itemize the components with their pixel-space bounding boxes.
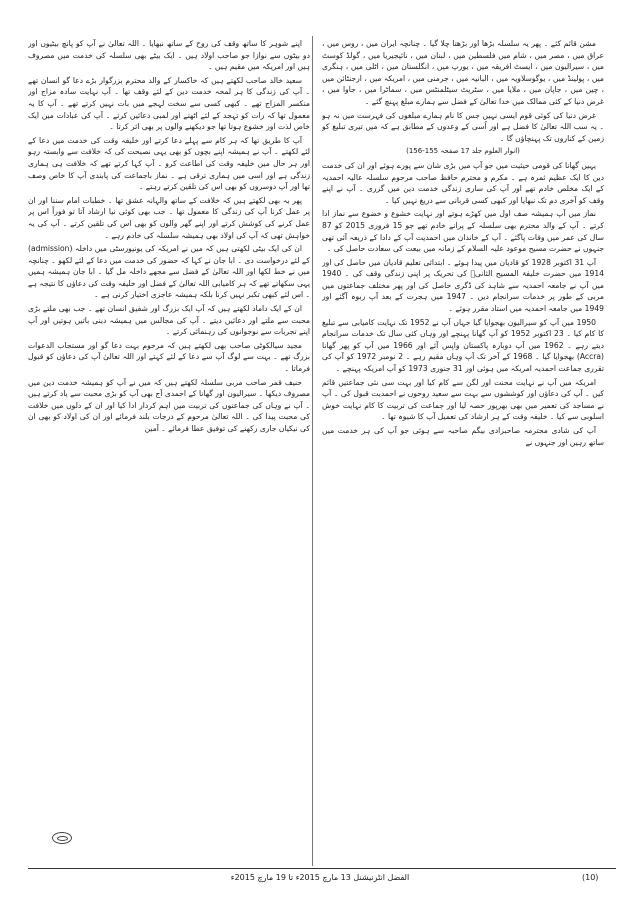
article-end-ornament-icon xyxy=(52,832,72,844)
paragraph: غرض دنیا کی کوئی قوم ایسی نہیں جس کا نام ہمارے مبلغوں کی فہرست میں نہ ہو ۔ یہ سب اللہ تعالیٰ کا فضل ہے اور اُسی کے وعدوں کے مطابق ہے کہ میں تیری تبلیغ کو زمین کے کناروں تک پہنچاؤں گا ۔ xyxy=(322,110,604,143)
paragraph: آپ کی شادی محترمہ صاحبزادی بیگم صاحبہ سے ہوئی جو آپ کی ہر خدمت میں ساتھ رہیں اور جنہوں نے xyxy=(322,426,604,447)
column-divider xyxy=(312,36,313,866)
paragraph: 1950 میں آپ کو سیرالیون بھجوایا گیا جہاں آپ نے 1952 تک نہایت کامیابی سے تبلیغ کا کام کیا ۔ 23 اکتوبر 1952 کو آپ گھانا پہنچے اور وہاں کئی سال تک خدمات سرانجام دیتے رہے ۔ 1962 میں آپ دوبارہ پاکستان واپس آئے اور 1966 میں آپ کو پھر گھانا (Accra) بھجوایا گیا ۔ 1968 کے آخر تک آپ وہاں مقیم رہے ۔ 2 نومبر 1972 کو آپ کی تقرری جماعت احمدیہ امریکہ میں ہوئی اور 31 جنوری 1973 کو آپ امریکہ پہنچے ۔ xyxy=(322,317,604,374)
paragraph: یہیں گھانا کی قومی حیثیت میں جو آپ میں بڑی شان سے پورے ہوئے اور ان کی خدمت دین کا ایک عظیم ثمرہ ہے ۔ مکرم و محترم حافظ صاحب مرحوم سلسلہ عالیہ احمدیہ کے ایک مخلص خادم تھے اور آپ کی ساری زندگی خدمت دین میں گزری ۔ آپ نے اپنے وقف کو آخری دم تک نبھایا اور کبھی کسی قربانی سے دریغ نہیں کیا ۔ xyxy=(322,160,604,205)
paragraph: حنیف قمر صاحب مربی سلسلہ لکھتے ہیں کہ میں نے آپ کو ہمیشہ خدمت دین میں مصروف دیکھا ۔ سیرالیون اور گھانا کے احمدی آج بھی آپ کو بڑی محبت سے یاد کرتے ہیں ۔ آپ نے وہاں کی جماعتوں کی تربیت میں اہم کردار ادا کیا اور ان کے دلوں میں خلافت کی محبت پیدا کی ۔ اللہ تعالیٰ مرحوم کے درجات بلند فرمائے اور ان کی اولاد کو بھی ان کی نیکیاں جاری رکھنے کی توفیق عطا فرمائے ۔ آمین xyxy=(28,377,310,433)
paragraph: نماز میں آپ ہمیشہ صف اول میں کھڑے ہوتے اور نہایت خشوع و خضوع سے نماز ادا کرتے ۔ آپ کے والد محترم بھی سلسلہ کے پرانے خادم تھے جو 15 فروری 2015 کو 87 سال کی عمر میں وفات پاگئے ۔ آپ کے خاندان میں احمدیت آپ کے دادا کے ذریعہ آئی تھی جنہوں نے حضرت مسیح موعود علیہ السلام کے زمانہ میں بیعت کی سعادت حاصل کی ۔ xyxy=(322,209,604,254)
paragraph: آپ کا طریق تھا کہ ہر کام سے پہلے دعا کرتے اور خلیفہ وقت کی خدمت میں دعا کے لئے لکھتے ۔ آپ نے ہمیشہ اپنے بچوں کو بھی یہی نصیحت کی کہ خلافت سے وابستہ رہو اور ہر حال میں خلیفہ وقت کی اطاعت کرو ۔ آپ کہا کرتے تھے کہ خلافت ہی ہماری زندگی ہے اور اسی میں ہماری ترقی ہے ۔ نماز باجماعت کی پابندی آپ کا خاص وصف تھا اور آپ دوسروں کو بھی اس کی تلقین کرتے رہتے ۔ xyxy=(28,135,310,192)
paragraph: ان کے ایک داماد لکھتے ہیں کہ آپ ایک بزرگ اور شفیق انسان تھے ۔ جب بھی ملتے بڑی محبت سے ملتے اور دعائیں دیتے ۔ آپ کی مجالس میں ہمیشہ دینی باتیں ہوتیں اور آپ اپنے تجربات سے نوجوانوں کی رہنمائی کرتے ۔ xyxy=(28,304,310,337)
footer-publication-title: الفضل انٹرنیشنل 13 مارچ 2015ء تا 19 مارچ 2015ء xyxy=(230,873,410,882)
paragraph: آپ 31 اکتوبر 1928 کو قادیان میں پیدا ہوئے ۔ ابتدائی تعلیم قادیان میں حاصل کی اور 1914 میں حضرت خلیفۃ المسیح الثانیؓ کی تحریک پر اپنی زندگی وقف کی ۔ 1940 میں آپ نے جامعہ احمدیہ سے شاہد کی ڈگری حاصل کی اور پھر مختلف جماعتوں میں مربی کے طور پر خدمات سرانجام دیں ۔ 1947 میں ہجرت کے بعد آپ ربوہ آگئے اور 1949 میں جامعہ احمدیہ میں استاد مقرر ہوئے ۔ xyxy=(322,257,604,314)
left-text-column xyxy=(28,38,310,863)
paragraph: امریکہ میں آپ نے نہایت محنت اور لگن سے کام کیا اور بہت سی نئی جماعتیں قائم کیں ۔ آپ کی دعاؤں اور کوششوں سے بہت سے سعید روحوں نے احمدیت قبول کی ۔ آپ نے مساجد کی تعمیر میں بھی بھرپور حصہ لیا اور جماعت کی تربیت کا کام نہایت خوش اسلوبی سے کیا ۔ خلیفہ وقت کے ہر ارشاد کی تعمیل آپ کا شیوہ تھا ۔ xyxy=(322,377,604,422)
paragraph: ان کی ایک بیٹی لکھتی ہیں کہ میں نے امریکہ کی یونیورسٹی میں داخلہ (admission) کے لئے درخواست دی ۔ ابا جان نے کہا کہ حضور کی خدمت میں دعا کے لئے لکھو ۔ چنانچہ میں نے خط لکھا اور اللہ تعالیٰ کے فضل سے مجھے داخلہ مل گیا ۔ ابا جان ہمیشہ ہمیں یہی سکھاتے تھے کہ ہر کامیابی اللہ تعالیٰ کے فضل اور خلیفہ وقت کی دعاؤں کا نتیجہ ہے ۔ اس لئے کبھی تکبر نہیں کرنا بلکہ ہمیشہ عاجزی اختیار کرنی ہے ۔ xyxy=(28,244,310,300)
right-text-column xyxy=(322,38,604,863)
paragraph: پھر یہ بھی لکھتے ہیں کہ خلافت کے ساتھ والہانہ عشق تھا ۔ خطبات امام سننا اور ان پر عمل کرنا آپ کی زندگی کا معمول تھا ۔ جب بھی کوئی نیا ارشاد آتا تو فوراً اس پر عمل کرنے کی کوشش کرتے اور اپنے گھر والوں کو بھی اس کی تلقین کرتے ۔ آپ کی یہ خواہش تھی کہ آپ کی اولاد بھی ہمیشہ سلسلہ کی خادم رہے ۔ xyxy=(28,195,310,240)
paragraph: اپنے شوہر کا ساتھ وقف کی روح کے ساتھ نبھایا ۔ اللہ تعالیٰ نے آپ کو پانچ بیٹیوں اور دو بیٹوں سے نوازا جو صاحب اولاد ہیں ۔ ایک بیٹے بھی سلسلہ کی خدمت میں مصروف ہیں اور امریکہ میں مقیم ہیں ۔ xyxy=(28,39,310,72)
footer-rule xyxy=(28,868,616,869)
reference-citation: (انوار العلوم جلد 17 صفحہ 155-156) xyxy=(406,147,520,156)
paragraph: مجید سیالکوٹی صاحب بھی لکھتے ہیں کہ مرحوم بہت دعا گو اور مستجاب الدعوات بزرگ تھے ۔ بہت سے لوگ آپ سے دعا کے لئے کہتے اور اللہ تعالیٰ آپ کی دعاؤں کو قبول فرماتا ۔ xyxy=(28,340,310,374)
paragraph: سعید خالد صاحب لکھتے ہیں کہ خاکسار کے والد محترم بزرگوار بڑے دعا گو انسان تھے ۔ آپ کی زندگی کا ہر لمحہ خدمت دین کے لئے وقف تھا ۔ آپ نہایت سادہ مزاج اور منکسر المزاج تھے ۔ کبھی کسی سے سخت لہجے میں بات نہیں کرتے تھے ۔ آپ کا یہ معمول تھا کہ رات کو تہجد کے لئے اٹھتے اور لمبی دعائیں کرتے ۔ آپ کی عبادات میں ایک خاص لذت اور خشوع ہوتا تھا جو دیکھنے والوں پر بھی اثر کرتا ۔ xyxy=(28,75,310,132)
paragraph: مشن قائم کئے ۔ پھر یہ سلسلہ بڑھا اور بڑھتا چلا گیا ۔ چنانچہ ایران میں ، روس میں ، عراق میں ، مصر میں ، شام میں فلسطین میں ، لبنان میں ، نائیجیریا میں ، گولڈ کوسٹ میں ، سیرالیون میں ، ایسٹ افریقہ میں ، یورپ میں ، انگلستان میں ، اٹلی میں ، ہنگری میں ، پولینڈ میں ، یوگوسلاویہ میں ، البانیہ میں ، جرمنی میں ، امریکہ میں ، ارجنٹائن میں ، چین میں ، جاپان میں ، ملایا میں ، سٹریٹ سیٹلمنٹس میں ، سماٹرا میں ، جاوا میں ، غرض دنیا کے کئی ممالک میں خدا تعالیٰ کے فضل سے ہمارے مبلغ پہنچ گئے ۔ xyxy=(322,39,604,106)
page-number: (10) xyxy=(582,873,599,882)
